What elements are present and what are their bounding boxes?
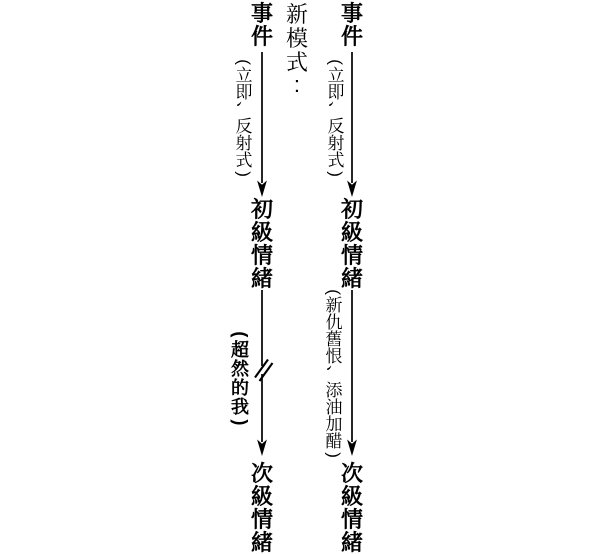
new-model-event-label: 事 件 [250,1,274,49]
original-model-arrow-2 [347,290,357,456]
arrow-break-slashes-icon [255,360,273,382]
new-model-secondary-emotion-label: 次 級 情 緒 [250,461,274,554]
original-model-event-label: 事 件 [340,1,364,49]
new-model-arrow-1 [257,52,267,197]
original-model-secondary-emotion-label: 次 級 情 緒 [340,461,364,554]
original-model-primary-emotion-label: 初 級 情 緒 [340,197,364,291]
new-model-caption: 新 模 式 : [285,2,309,97]
new-model-arrow-2-broken [257,290,267,456]
original-model-arrow-1 [347,52,357,197]
new-model-arrow2-annotation: ( 超 然 的 我 ) [229,331,250,426]
new-model-primary-emotion-label: 初 級 情 緒 [250,197,274,291]
original-model-arrow2-annotation: ( 新 仇 舊 恨 、 添 油 加 醋 ) [324,289,344,459]
new-model-arrow1-annotation: ( 立 即 、 反 射 式 ) [234,59,254,178]
original-model-arrow1-annotation: ( 立 即 、 反 射 式 ) [326,59,346,178]
